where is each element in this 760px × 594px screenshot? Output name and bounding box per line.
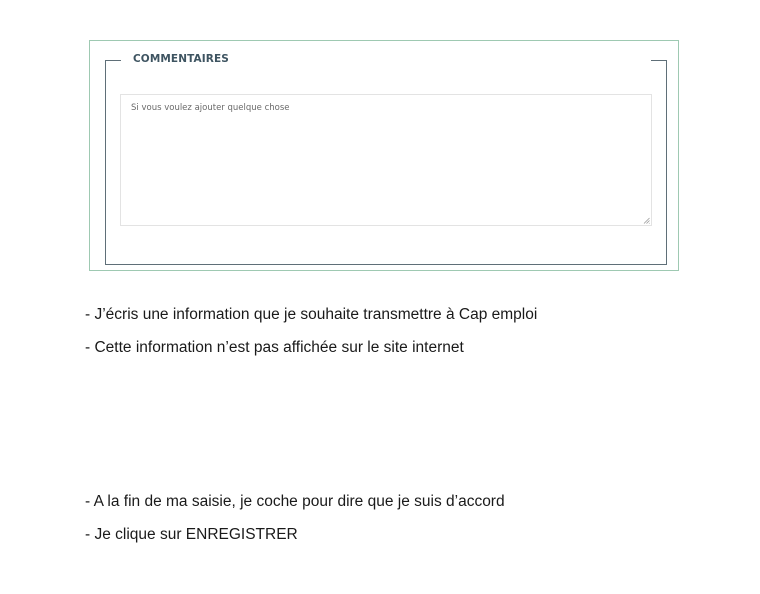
- instruction-line-write-info: - J’écris une information que je souhaite transmettre à Cap emploi: [85, 306, 538, 323]
- frame-top-left-edge: [105, 60, 121, 61]
- comments-textarea[interactable]: [120, 94, 652, 226]
- instruction-line-check-agreement: - A la fin de ma saisie, je coche pour dire que je suis d’accord: [85, 493, 505, 510]
- instruction-line-click-save: - Je clique sur ENREGISTRER: [85, 526, 298, 543]
- comments-section-title: COMMENTAIRES: [133, 53, 229, 65]
- resize-grip-icon[interactable]: [642, 216, 650, 224]
- frame-top-right-edge: [651, 60, 667, 61]
- instruction-line-not-displayed: - Cette information n’est pas affichée sur le site internet: [85, 339, 464, 356]
